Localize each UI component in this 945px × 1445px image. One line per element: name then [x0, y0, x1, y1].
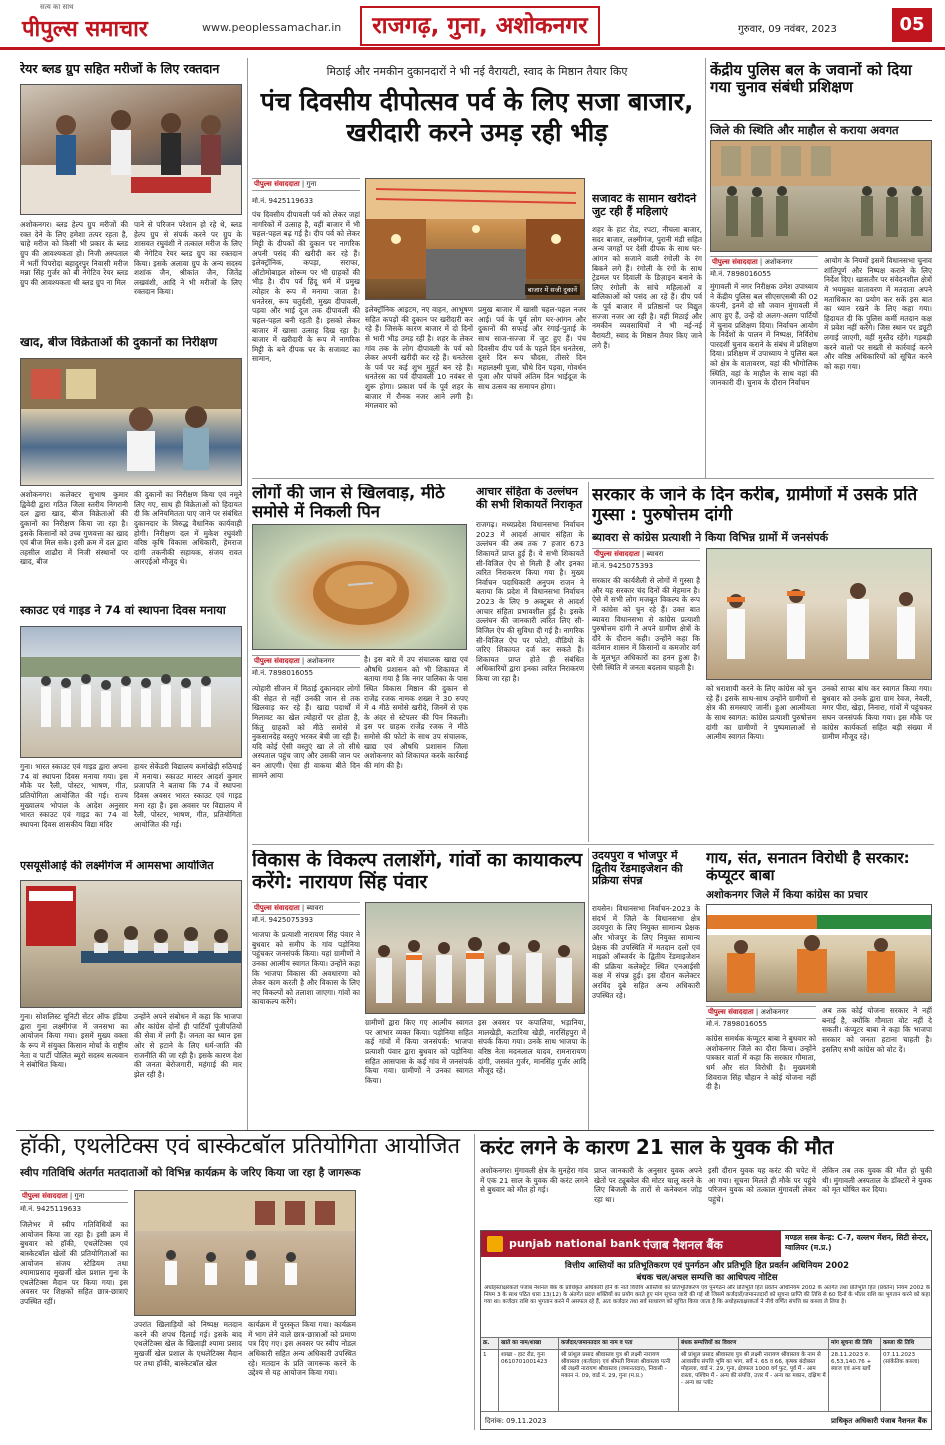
- baba-col-2: अब तक कोई योजना सरकार ने नहीं बनाई है, क्योंकि गौमाता वोट नहीं दे सकती। कंप्यूटर बाबा ने कहा कि भाजपा सरकार को जनता हटाना चाहती है। इसलिए सभी कांग्रेस को वोट दें।: [822, 1006, 932, 1054]
- blood-donation-image: [21, 85, 242, 215]
- dangi-byline-place: ब्यावरा: [646, 550, 664, 558]
- blood-donation-photo: [20, 84, 242, 215]
- scout-col-1: गुना। भारत स्काउट एवं गाइड द्वारा अपना 74 वां स्थापना दिवस मनाया गया। इस मौके पर रैली, पोस्टर, भाषण, गीत, प्रतियोगिता आयोजित की गई। राज्य मुख्यालय भोपाल के आदेश अनुसार भारत स्काउट एवं गाइड का 74 वां स्थापना दिवस शासकीय विद्या मंदिर: [20, 762, 128, 829]
- samosa-col-2: है। इस बारे में उप संचालक खाद्य एवं औषधि प्रशासन को भी शिकायत में बताया गया है कि नगर पालिका के पास स्थित विकास मिष्ठान की दुकान से राजेंद्र रजक नामक शख्स ने 30 रुपए में 4 मीठे समोसे खरीदे, जिनमें से एक के अंदर से स्टेपलर की पिन निकली। इस पर ग्राहक राजेंद्र रजक ने मीठे समोसे की फोटो के साथ उप संचालक, खाद्य एवं औषधि प्रशासन जिला अशोकनगर को शिकायत करके कार्रवाई की मांग की है।: [364, 655, 468, 770]
- pnb-th-possession: कब्जा की तिथि: [883, 1340, 915, 1346]
- randomization-text: रायसेन। विधानसभा निर्वाचन-2023 के संदर्भ में जिले के विधानसभा क्षेत्र उदयपुरा के लिए नियुक्त सामान्य प्रेक्षक और भोजपुर के लिए नियुक्त सामान्य प्रेक्षक की उपस्थिति में मतदान दलों एवं माइक्रो ऑब्जर्वर के द्वितीय रेंडमाइजेशन की प्रक्रिया कलेक्ट्रेट स्थित एनआईसी कक्ष में संपन्न हुई। इस दौरान कलेक्टर अरविंद दुबे सहित अन्य अधिकारी उपस्थित रहे।: [592, 904, 700, 1000]
- sports-col-2: उपरांत खिलाड़ियों को निष्पक्ष मतदान करने की शपथ दिलाई गई। इसके बाद एथलेटिक्स खेल के खिलाड़ी श्यामा प्रसाद मुखर्जी खेल प्रशाल के एथलेटिक्स मैदान पर तथा हॉकी, बास्केटबॉल खेल: [134, 1320, 242, 1368]
- baba-byline-place: अशोकनगर: [760, 1008, 789, 1016]
- complaints-text: राजगढ़। मध्यप्रदेश विधानसभा निर्वाचन 2023 में आदर्श आचार संहिता के उल्लंघन की अब तक 7 हजार 673 शिकायतें प्राप्त हुई हैं। ये सभी शिकायतें सी-विजिल ऐप से मिली हैं और इनका त्वरित निराकरण किया गया है। मुख्य निर्वाचन पदाधिकारी अनुपम राजन ने बताया कि प्रदेश में विधानसभा निर्वाचन 2023 के लिए 9 अक्टूबर से आदर्श आचार संहिता प्रभावशील हुई है। इसके उल्लंघन की जानकारी त्वरित लिए सी-विजिल ऐप की सुविधा दी गई है। नागरिक सी-विजिल ऐप पर फोटो, वीडियो के जरिए शिकायत दर्ज कर सकते हैं। शिकायत प्राप्त होते ही संबंधित अधिकारियों द्वारा इनका त्वरित निराकरण किया जा रहा है।: [476, 520, 584, 683]
- randomization-headline: उदयपुरा व भोजपुर में द्वितीय रेंडमाइजेशन की प्रक्रिया संपन्न: [592, 850, 683, 888]
- pnb-table-header: [481, 1338, 932, 1350]
- masthead: [0, 0, 945, 50]
- pnb-notice: [480, 1230, 932, 1430]
- baba-col-1: कांग्रेस समर्थक कंप्यूटर बाबा ने बुधवार को अशोकनगर जिले का दौरा किया। उन्होंने पत्रकार वार्ता में कहा कि सरकार गौमाता, धर्म और संत विरोधी है। मुख्यमंत्री शिवराज सिंह चौहान ने कोई योजना नहीं दी है।: [706, 1034, 816, 1092]
- suci-headline: एसयूसीआई की लक्ष्मीगंज में आमसभा आयोजित: [20, 860, 214, 872]
- baba-subheadline: अशोकनगर जिले में किया कांग्रेस का प्रचार: [706, 889, 868, 901]
- samosa-headline: लोगों की जान से खिलवाड़, मीठे समोसे में निकली पिन: [252, 484, 445, 521]
- dangi-headline: सरकार के जाने के दिन करीब, ग्रामीणों में उसके प्रति गुस्सा : पुरुषोत्तम दांगी: [592, 486, 918, 525]
- blood-headline: रेयर ब्लड ग्रुप सहित मरीजों के लिए रक्तदान: [20, 62, 220, 76]
- panwar-byline-name: पीपुल्स संवाददाता: [254, 904, 300, 912]
- pnb-title: वित्तीय आस्तियों का प्रतिभूतिकरण एवं पुनर्गठन और प्रतिभूति हित प्रवर्तन अधिनियम 2002: [564, 1261, 850, 1271]
- pnb-th-account: खाते का नाम/शाखा: [499, 1338, 559, 1349]
- pnb-intro: अधोहस्ताक्षरकर्ता पंजाब नैशनल बैंक के प्राधिकृत अधिकारी होने के नाते वित्तीय आस्तियों का प्रतिभूतिकरण एवं पुनर्गठन और प्रतिभूति हित प्रवर्तन अधिनियम 2002 के अंतर्गत तथा प्रतिभूति हित (प्रवर्तन) नियम 2002 के नियम 3 के साथ पठित धारा 13(12) के अंतर्गत प्रदत्त शक्तियों का प्रयोग करते हुए मांग सूचना जारी की गई थी जिसमें कर्जदारों/जमानतदारों को सूचना प्राप्ति की तिथि से 60 दिनों के भीतर राशि का भुगतान करने को कहा गया था। कर्जदार राशि का भुगतान करने में असफल रहे हैं, अतः कर्जदार तथा सर्व साधारण को सूचित किया जाता है कि अधोहस्ताक्षरकर्ता ने नीचे वर्णित संपत्ति का कब्जा ले लिया है।: [484, 1285, 930, 1305]
- scout-col-2: हायर सेकेंडरी विद्यालय कर्माखेड़ी रुठियाई में मनाया। स्काउट मास्टर आदर्श कुमार प्रजापति ने बताया कि 74 वें स्थापना दिवस अवसर भारत स्काउट एवं गाइड मना रहा है। इस अवसर पर विद्यालय में रैली, पोस्टर, भाषण, गीत, प्रतियोगिता आयोजित की गई।: [134, 762, 242, 829]
- panwar-byline-place: ब्यावरा: [306, 904, 324, 912]
- bazaar-image: [366, 179, 585, 300]
- police-photo: [710, 140, 932, 252]
- baba-byline-sep: |: [755, 1008, 761, 1016]
- website[interactable]: www.peoplessamachar.in: [202, 21, 342, 34]
- rally-crowd-image: [366, 903, 585, 1014]
- dangi-col-3: उनको साफा बांध कर स्वागत किया गया। बुधवार को उनके द्वारा ग्राम रेवज, नेवली, मगर पीरा, खेड़ा, निनारा, गांवों में पहुंचकर सघन जनसंपर्क किया गया। इस मौके पर कांग्रेस कार्यकर्ता सहित बड़ी संख्या में ग्रामीण मौजूद रहे।: [822, 684, 932, 742]
- panwar-col-2: ग्रामीणों द्वारा किए गए आत्मीय स्वागत पर आभार व्यक्त किया। पड़ोनिया सहित कई गांवों में किया जनसंपर्क: भाजपा प्रत्याशी पंवार द्वारा बुधवार को पड़ोनिया सहित आसपास के कई गांव में जनसंपर्क किया गया। ग्रामीणों ने उनका स्वागत किया।: [365, 1018, 473, 1085]
- police-byline: [710, 256, 818, 269]
- panwar-col-1: भाजपा के प्रत्याशी नारायण सिंह पंवार ने बुधवार को समीप के गांव पड़ोनिया पहुंचकर जनसंपर्क किया। यहां ग्रामीणों ने उनका आत्मीय स्वागत किया। उन्होंने कहा कि भाजपा विकास की अवधारणा को लेकर काम करती है और विकास के लिए नए विकल्पों को तलाशा जाएगा। गांवों का कायाकल्प करेंगे।: [252, 930, 360, 1007]
- sports-photo: [134, 1190, 356, 1316]
- dangi-col-1: सरकार की कार्यशैली से लोगों में गुस्सा है और यह सरकार चंद दिनों की मेहमान है। ऐसे में सभी लोग मजबूत विकल्प के रूप में कांग्रेस को चुन रहे हैं। उक्त बात ब्यावरा विधानसभा से कांग्रेस प्रत्याशी पुरुषोत्तम दांगी ने अपने ग्रामीण क्षेत्रों के दौरे के दौरान कही। उन्होंने कहा कि वर्तमान शासन में किसानों व कमजोर वर्ग के मूलभूत अधिकारों का हनन हुआ है। ऐसी स्थिति में जनता बदलाव चाहती है।: [592, 576, 700, 672]
- current-col-2: प्राप्त जानकारी के अनुसार युवक अपने खेतों पर ट्यूबवेल की मोटर चालू करने के लिए बिजली के तारों से कनेक्शन जोड़ रहा था।: [594, 1166, 702, 1204]
- students-rally-image: [21, 627, 242, 758]
- column-rule: [588, 848, 589, 1130]
- police-subheadline: जिले की स्थिति और माहौल से कराया अवगत: [710, 120, 932, 138]
- column-rule: [705, 58, 706, 478]
- market-photo: [365, 178, 585, 300]
- police-byline-sep: |: [759, 258, 765, 266]
- police-headline: केंद्रीय पुलिस बल के जवानों को दिया गया चुनाव संबंधी प्रशिक्षण: [710, 62, 912, 97]
- market-photo-caption: बाजार में सजी दुकानें: [525, 284, 580, 295]
- market-byline: [252, 178, 360, 191]
- current-headline: करंट लगने के कारण 21 साल के युवक की मौत: [480, 1136, 834, 1159]
- police-byline-place: अशोकनगर: [764, 258, 793, 266]
- panwar-mobile: मो.नं. 9425075393: [252, 916, 314, 924]
- section-title: राजगढ़, गुना, अशोकनगर: [360, 6, 600, 46]
- samosa-byline-place: अशोकनगर: [306, 657, 335, 665]
- column-rule: [588, 482, 589, 842]
- campaign-image: [707, 549, 932, 680]
- pnb-th-property: बंधक सम्पत्तियों का विवरण: [679, 1338, 829, 1349]
- market-byline-place: गुना: [306, 180, 317, 188]
- market-col-4: शहर के हाट रोड, रपटा, नीचला बाजार, सदर बाजार, लक्ष्मीगंज, पुरानी मंडी सहित अन्य जगहों पर देसी दीपक के साथ घर-आंगन को सजाने वाली रंगोली के रंग बिकने लगे हैं। रंगोली के रंगों के साथ ट्रेडमल पर दिवाली के डिज़ाइन बनाने के लिए रंगोली के सांचे महिलाओं व बालिकाओं को पसंद आ रहे हैं। दीप पर्व के पूर्व बाजार में प्रतिष्ठानों पर विद्युत सज्जा नजर आ रही है। वहीं मिठाई और नमकीन व्यवसायियों ने भी नई-नई वैरायटी, स्वाद के मिष्ठान तैयार किए जाने लगे हैं।: [592, 225, 702, 350]
- current-col-3: इसी दौरान युवक यह करंट की चपेट में आ गया। सूचना मिलते ही मौके पर पहुंचे परिजन युवक को तत्काल मुंगावली लेकर पहुंचे।: [708, 1166, 816, 1204]
- samosa-mobile: मो.नं. 7898016055: [252, 669, 314, 677]
- pnb-brand-en: punjab national bank: [509, 1237, 641, 1250]
- meeting-stage-image: [21, 881, 242, 1008]
- sports-col-1: जिलेभर में स्वीप गतिविधियों का आयोजन किया जा रहा है। इसी क्रम में बुधवार को हॉकी, एथलेटिक्स एवं बास्केटबॉल खेलों की प्रतियोगिताओं का आयोजन संजय स्टेडियम तथा श्यामाप्रसाद मुखर्जी खेल प्रशाल गुना के एथलेटिक्स मैदान पर किया गया। इस अवसर पर शिक्षकों सहित छात्र-छात्राएं उपस्थित रहीं।: [20, 1220, 128, 1306]
- pnb-td-possession: 07.11.2023 (सांकेतिक कब्जा): [883, 1351, 920, 1365]
- section-rule: [252, 478, 934, 479]
- baba-mobile: मो.नं. 7898016055: [706, 1020, 768, 1028]
- samosa-byline: [252, 655, 360, 668]
- suci-meeting-photo: [20, 880, 242, 1008]
- panwar-photo: [365, 902, 585, 1014]
- police-col-2: आयोग के नियमों इसमें विधानसभा चुनाव शांतिपूर्ण और निष्पक्ष कराने के लिए निर्देश दिए। खासतौर पर संवेदनशील क्षेत्रों में भयमुक्त वातावरण में मतदाता अपने मताधिकार का प्रयोग कर सकें इस बात का ध्यान रखने के लिए कहा गया। हिदायत दी कि पुलिस कर्मी मतदान कक्ष में प्रवेश नहीं करेंगे। जिस स्थान पर ड्यूटी लगाई जाएगी, वहीं मुस्तैद रहेंगे। गड़बड़ी करने वालों पर सख्ती से कार्रवाई करने और वरिष्ठ अधिकारियों को सूचित करने को कहा गया।: [824, 256, 932, 371]
- baba-photo: [706, 904, 932, 1002]
- sports-byline-place: गुना: [74, 1192, 85, 1200]
- panwar-byline-sep: |: [301, 904, 307, 912]
- pnb-td-sr: 1: [481, 1350, 499, 1411]
- panwar-headline: विकास के विकल्प तलाशेंगे, गांवों का कायाकल्प करेंगे: नारायण सिंह पंवार: [252, 850, 583, 893]
- pnb-td-borrower: श्री प्रांशुल प्रसाद श्रीवास्तव पुत्र श्री लक्ष्मी नारायण श्रीवास्तव (कर्जदार) एवं श्रीमती विमला श्रीवास्तव पत्नी श्री लक्ष्मी नारायण श्रीवास्तव (जमानतदार), निवासी - मकान नं. 09, वार्ड नं. 29, गुना (म.प्र.): [559, 1350, 679, 1411]
- pnb-subtitle: बंधक चल/अचल सम्पत्ति का आधिपत्य नोटिस: [636, 1273, 778, 1283]
- samosa-byline-name: पीपुल्स संवाददाता: [254, 657, 300, 665]
- fertilizer-col-2: की दुकानों का निरीक्षण किया एवं नमूने लिए गए, साथ ही विक्रेताओं को हिदायत दी कि अनियमितता पाए जाने पर संबंधित दुकानदार के विरुद्ध वैधानिक कार्यवाही होगी। निरीक्षण दल में मुकेश रघुवंशी वरिष्ठ कृषि विकास अधिकारी, हेमराज दांगी तकनीकी सहायक, संजय रावत आरएईओ मौजूद थे।: [134, 490, 242, 567]
- pnb-logo-icon: [487, 1236, 503, 1252]
- pnb-td-property: श्री प्रांशुल प्रसाद श्रीवास्तव पुत्र श्री लक्ष्मी नारायण श्रीवास्तव के नाम से आवासीय संपत्ति भूमि का भाग, सर्वे नं. 65 व 66, कृषक बंदोबस्त मोहल्ला, वार्ड नं. 29, गुना, क्षेत्रफल 1000 वर्ग फुट, पूर्व में - आम रास्ता, पश्चिम में - अन्य की संपत्ति, उत्तर में - अन्य का मकान, दक्षिण में - अन्य का प्लॉट: [679, 1350, 829, 1411]
- pnb-office: मण्डल सस्त्र केन्द्र: C-7, वल्लभ मेंशन, सिटी सेन्टर, ग्वालियर (म.प्र.): [785, 1233, 929, 1252]
- fertilizer-col-1: अशोकनगर। कलेक्टर सुभाष कुमार द्विवेदी द्वारा गठित जिला स्तरीय निगरानी दल द्वारा खाद, बीज विक्रेताओं की दुकानों का निरीक्षण किया जा रहा है। इसके किसानों को उच्च गुणवत्ता का खाद एवं बीज मिल सके। इसी क्रम में दल द्वारा तहसील शाढौरा में निजी संस्थानों पर खाद, बीज: [20, 490, 128, 567]
- samosa-image: [253, 525, 467, 650]
- baba-byline: [706, 1006, 816, 1019]
- market-headline: पंच दिवसीय दीपोत्सव पर्व के लिए सजा बाजार, खरीदारी करने उमड़ रही भीड़: [260, 87, 694, 148]
- scout-photo: [20, 626, 242, 758]
- market-byline-name: पीपुल्स संवाददाता: [254, 180, 300, 188]
- shop-inspection-image: [21, 359, 242, 486]
- pnb-td-notice: 28.11.2023 रु. 6,53,140.76 + ब्याज एवं अन्य खर्चे: [829, 1350, 881, 1411]
- samosa-byline-sep: |: [301, 657, 307, 665]
- police-col-1: मुंगावली में नगर निरीक्षक उमेश उपाध्याय ने केंद्रीय पुलिस बल सीएसएसबी की 02 कंपनी, इनमें दो सौ जवान मुंगावली में आए हुए हैं, उन्हें दो अलग-अलग पार्टियों में चुनाव प्रशिक्षण दिया। निर्वाचन आयोग के निर्देशों के पालन में निष्पक्ष, निर्विरोध पारदर्शी चुनाव कराने के संबंध में प्रशिक्षण दिया। प्रशिक्षण में उपाध्याय ने पुलिस बल को क्षेत्र के वातावरण, वहां की भौगोलिक स्थिति, वहां के माहौल के साथ वहां की जानकारी दी। चुनाव के दौरान निर्वाचन: [710, 282, 818, 388]
- baba-byline-name: पीपुल्स संवाददाता: [708, 1008, 754, 1016]
- sports-mobile: मो.नं. 9425119633: [20, 1205, 82, 1213]
- sports-col-3: कार्यक्रम में पुरस्कृत किया गया। कार्यक्रम में भाग लेने वाले छात्र-छात्राओं को प्रमाण पत्र दिए गए। इस अवसर पर स्वीप नोडल अधिकारी सहित अन्य अधिकारी उपस्थित रहे। मतदान के प्रति जागरूक करने के उद्देश्य से यह आयोजन किया गया।: [248, 1320, 356, 1378]
- pnb-header: [481, 1231, 781, 1257]
- fertilizer-photo: [20, 358, 242, 486]
- complaints-headline: आचार संहिता के उल्लंघन की सभी शिकायतें निराकृत: [476, 486, 583, 511]
- samosa-photo: [252, 524, 467, 650]
- suci-col-2: उन्होंने अपने संबोधन में कहा कि भाजपा और कांग्रेस दोनों ही पार्टियाँ पूंजीपतियों की सेवा में लगी हैं। जनता का ध्यान इस ओर से हटाने के लिए धर्म-जाति की राजनीति की जा रही है। इसके कारण देश की जनता बेरोजगारी, महंगाई की मार झेल रही है।: [134, 1012, 242, 1079]
- sports-byline-sep: |: [69, 1192, 75, 1200]
- panwar-byline: [252, 902, 360, 915]
- issue-date: गुरुवार, 09 नवंबर, 2023: [738, 24, 837, 35]
- dangi-byline: [592, 548, 700, 561]
- police-training-image: [711, 141, 932, 252]
- fertilizer-headline: खाद, बीज विक्रेताओं की दुकानों का निरीक्षण: [20, 336, 218, 349]
- pnb-footer-sign: प्राधिकृत अधिकारी पंजाब नैशनल बैंक: [831, 1417, 927, 1425]
- sports-byline-name: पीपुल्स संवाददाता: [22, 1192, 68, 1200]
- blood-col-1: अशोकनगर। ब्लड हेल्प ग्रुप मरीजों की रक्त देने के लिए हमेशा तत्पर रहता है, चाहे मरीज को किसी भी प्रकार के ब्लड ग्रुप की आवश्यकता हो। निजी अस्पताल में भर्ती पिपरोदा बहादुरपुर निवासी मरीज मन्ना सिंह गुर्जर को बी नेगेटिव रेयर ब्लड ग्रुप की आवश्यकता थी ब्लड ग्रुप ना मिल: [20, 220, 128, 287]
- blood-col-2: पाने से परिजन परेशान हो रहे थे, ब्लड हेल्प ग्रुप से संपर्क करने पर ग्रुप के शासवत रघुवंशी ने तत्काल मरीज के लिए बी नेगेटिव रेयर ब्लड ग्रुप का रक्तदान किया। इसके अलावा ग्रुप के अन्य सदस्य शशांक जैन, श्रीकांत जैन, जितेंद्र लखवंशी, आदि ने भी मरीजों के लिए रक्तदान किया।: [134, 220, 242, 297]
- pnb-td-account: शाखा - हाट रोड, गुना 0610701001423: [499, 1350, 559, 1411]
- pnb-th-notice: मांग सूचना की तिथि: [829, 1338, 881, 1349]
- sports-byline: [20, 1190, 128, 1203]
- market-col-2: इलेक्ट्रॉनिक आइटम, नए वाहन, आभूषण सहित कपड़ों की दुकान पर खरीदारी कर रहे हैं। जिसके कारण बाजार में दो दिनों से भारी भीड़ उमड़ रही है। शहर के लेकर गांव तक के लोग दीपावली के पर्व को लेकर अपनी खरीदी कर रहे हैं। धनतेरस के पर्व पर कई शुभ मुहूर्त बन रहे हैं। धनतेरस का पर्व दीपावली 10 नवंबर से शुरू होगा। प्रकाश पर्व के पूर्व शहर के बाजार में रौनक नजर आने लगी है। मंगलवार को: [365, 305, 473, 411]
- paper-name: पीपुल्स समाचार: [22, 17, 148, 42]
- suci-col-1: गुना। सोशलिस्ट यूनिटी सेंटर ऑफ इंडिया द्वारा गुना लक्ष्मीगंज में जनसभा का आयोजन किया गया। इसमें मुख्य वक्ता के रूप में संयुक्त किसान मोर्चा के राष्ट्रीय नेता व पार्टी पोलित ब्यूरो सदस्य सत्यवान ने संबोधित किया।: [20, 1012, 128, 1070]
- dangi-mobile: मो.नं. 9425075393: [592, 562, 654, 570]
- dangi-subheadline: ब्यावरा से कांग्रेस प्रत्याशी ने किया विभिन्न ग्रामों में जनसंपर्क: [592, 531, 829, 544]
- scout-headline: स्काउट एवं गाइड ने 74 वां स्थापना दिवस मनाया: [20, 604, 226, 617]
- dangi-byline-sep: |: [641, 550, 647, 558]
- pnb-table: [481, 1337, 932, 1412]
- dangi-byline-name: पीपुल्स संवाददाता: [594, 550, 640, 558]
- table-row: [481, 1350, 932, 1412]
- market-subheadline: सजावट के सामान खरीदने जुट रही हैं महिलाएं: [592, 193, 697, 218]
- baba-headline: गाय, संत, सनातन विरोधी है सरकार: कंप्यूटर बाबा: [706, 850, 910, 885]
- column-rule: [247, 58, 248, 1130]
- current-col-4: लेकिन तब तक युवक की मौत हो चुकी थी। मुंगावली अस्पताल के डॉक्टरों ने युवक को मृत घोषित कर दिया।: [822, 1166, 932, 1195]
- police-byline-name: पीपुल्स संवाददाता: [712, 258, 758, 266]
- section-rule: [16, 1130, 934, 1131]
- panwar-col-3: इस अवसर पर कपालिया, भड़ानिया, मालखेड़ी, कटारिया खेड़ी, नारसिंहपुरा में संपर्क किया गया। उनके साथ भाजपा के वरिष्ठ नेता मदनलाल यादव, रामनारायण दांगी, जसवंत गुर्जर, मानसिंह गुर्जर आदि मौजूद रहे।: [478, 1018, 586, 1076]
- market-byline-sep: |: [301, 180, 307, 188]
- pnb-th-borrower: कर्जदार/जमानतदार का नाम व पता: [559, 1338, 679, 1349]
- current-col-1: अशोकनगर। मुंगावली क्षेत्र के मुनहेरा गांव में एक 21 साल के युवक की करंट लगने से बुधवार को मौत हो गई।: [480, 1166, 588, 1195]
- dangi-photo: [706, 548, 932, 680]
- market-kicker: मिठाई और नमकीन दुकानदारों ने भी नई वैरायटी, स्वाद के मिष्ठान तैयार किए: [326, 65, 628, 78]
- pnb-th-sr: क्र.: [481, 1338, 499, 1349]
- column-rule: [474, 1134, 475, 1430]
- police-mobile: मो.नं. 7898016055: [710, 270, 772, 278]
- sports-headline: हॉकी, एथलेटिक्स एवं बास्केटबॉल प्रतियोगिता आयोजित: [20, 1134, 461, 1159]
- pnb-brand-hi: पंजाब नैशनल बैंक: [643, 1238, 723, 1252]
- section-rule: [252, 844, 934, 845]
- market-col-1: पंच दिवसीय दीपावली पर्व को लेकर जहां नागरिकों में उत्साह है, वहीं बाजार में भी चहल-पहल बढ़ गई है। दीप पर्व को लेकर मिट्टी के दीपकों की दुकान पर नागरिक अपनी पसंद की खरीदी कर रहे हैं। इलेक्ट्रॉनिक, कपड़ा, सराफा, ऑटोमोबाइल शोरूम पर भी ग्राहकों की भीड़ है। दीप पर्व हिंदू धर्म में प्रमुख त्योहार के रूप में मनाया जाता है। धनतेरस, रूप चतुर्दशी, मुख्य दीपावली, पड़वा और भाई दूज तक दीपावली की चहल-पहल बनी रहती है। इसको लेकर बाजार में खासा उत्साह दिख रहा है। बाजार में खरीदारी के रूप में नागरिक मिट्टी के बने दीपक घर के सजावट का सामान,: [252, 210, 360, 364]
- athletics-race-image: [135, 1191, 356, 1316]
- samosa-col-1: त्योहारी सीजन में मिठाई दुकानदार लोगों की सेहत से नहीं उनकी जान से तक खिलवाड़ कर रहे हैं। खाद्य पदार्थों में मिलावट का खेल त्योहारों पर होता है, किंतु ग्राहकों को मीठे समोसे में नुकसानदेह वस्तुएं भरकर बेची जा रही हैं। यदि कोई ऐसी वस्तुएं खा ले तो सीधे अस्पताल पहुंच जाए और उसकी जान पर बन आएगी। ऐसा ही वाकया बीते दिन सामने आया: [252, 684, 360, 780]
- page-number: 05: [892, 8, 932, 42]
- pnb-footer-date: दिनांक: 09.11.2023: [485, 1417, 547, 1425]
- paper-tagline: सत्य का साथ: [40, 3, 74, 11]
- market-mobile: मो.नं. 9425119633: [252, 197, 314, 205]
- press-conference-image: [707, 905, 932, 1002]
- market-col-3: प्रमुख बाजार में खासी चहल-पहल नजर आई। पर्व के पूर्व लोग घर-आंगन और दुकानों की सफाई और रंगाई-पुताई के साथ साज-सज्जा में जुट हुए हैं। पंच दिवसीय दीप पर्व के पहले दिन धनतेरस, दूसरे दिन रूप चौदस, तीसरे दिन महालक्ष्मी पूजा, चौथे दिन पड़वा, गोवर्धन पूजा और पांचवें अंतिम दिन भाईदूज के साथ उत्सव का समापन होगा।: [478, 305, 586, 391]
- sports-subheadline: स्वीप गतिविधि अंतर्गत मतदाताओं को विभिन्न कार्यक्रम के जरिए किया जा रहा है जागरूक: [20, 1167, 361, 1179]
- dangi-col-2: को धराशायी करने के लिए कांग्रेस को चुन रहे हैं। इसके साथ-साथ उन्होंने ग्रामीणों से क्षेत्र की समस्याएं जानीं। हुआ आत्मीयता के साथ स्वागत: कांग्रेस प्रत्याशी पुरुषोत्तम दांगी का ग्रामीणों ने पुष्पमालाओं से आत्मीय स्वागत किया।: [706, 684, 816, 742]
